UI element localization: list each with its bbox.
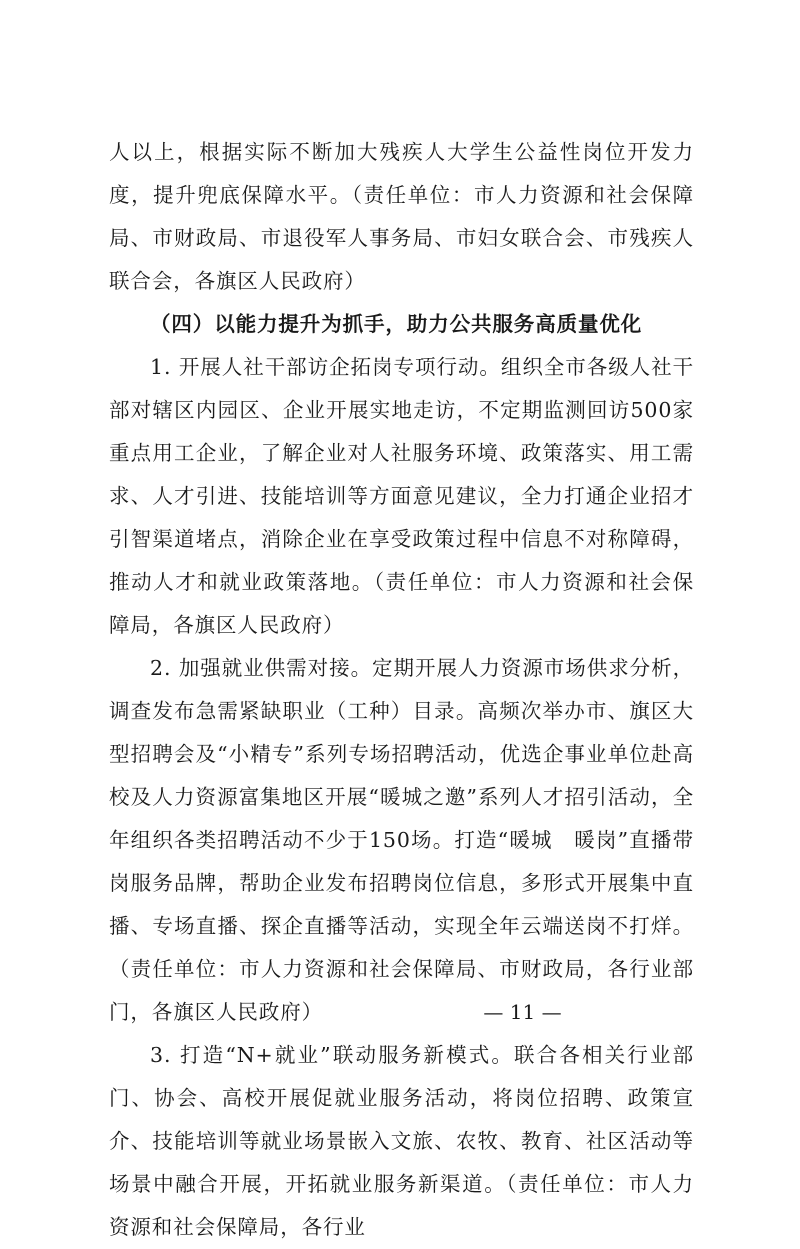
page-number: — 11 — (483, 1000, 562, 1024)
paragraph-item-3: 3. 打造“N+就业”联动服务新模式。联合各相关行业部门、协会、高校开展促就业服务活动，将岗位招聘、政策宣介、技能培训等就业场景嵌入文旅、农牧、教育、社区活动等场景中融合开展，开拓就业服务新渠道。（责任单位：市人力资源和社会保障局，各行业 (109, 1043, 694, 1239)
paragraph-item-1: 1. 开展人社干部访企拓岗专项行动。组织全市各级人社干部对辖区内园区、企业开展实地走访，不定期监测回访500家重点用工企业，了解企业对人社服务环境、政策落实、用工需求、人才引进、技能培训等方面意见建议，全力打通企业招才引智渠道堵点，消除企业在享受政策过程中信息不对称障碍，推动人才和就业政策落地。（责任单位：市人力资源和社会保障局，各旗区人民政府） (109, 355, 694, 637)
section-heading-4: （四）以能力提升为抓手，助力公共服务高质量优化 (150, 312, 643, 336)
paragraph-item-2: 2. 加强就业供需对接。定期开展人力资源市场供求分析，调查发布急需紧缺职业（工种）目录。高频次举办市、旗区大型招聘会及“小精专”系列专场招聘活动，优选企事业单位赴高校及人力资源富集地区开展“暖城之邀”系列人才招引活动，全年组织各类招聘活动不少于150场。打造“暖城 暖岗”直播带岗服务品牌，帮助企业发布招聘岗位信息，多形式开展集中直播、专场直播、探企直播等活动，实现全年云端送岗不打烊。（责任单位：市人力资源和社会保障局、市财政局，各行业部门，各旗区人民政府） (109, 656, 694, 1024)
document-body (109, 131, 694, 1249)
paragraph-continuation: 人以上，根据实际不断加大残疾人大学生公益性岗位开发力度，提升兜底保障水平。（责任单位：市人力资源和社会保障局、市财政局、市退役军人事务局、市妇女联合会、市残疾人联合会，各旗区人民政府） (109, 140, 694, 293)
